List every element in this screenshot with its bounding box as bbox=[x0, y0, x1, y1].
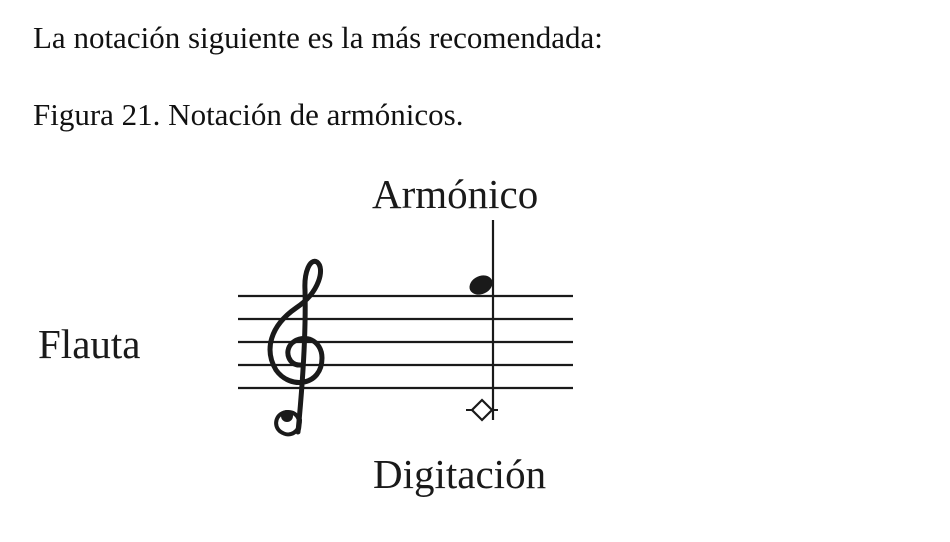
intro-text: La notación siguiente es la más recomendada: bbox=[33, 20, 603, 55]
treble-clef-icon bbox=[270, 261, 322, 434]
instrument-label: Flauta bbox=[38, 321, 141, 367]
harmonic-label: Armónico bbox=[372, 171, 539, 217]
staff bbox=[238, 296, 573, 388]
diamond-notehead-icon bbox=[472, 400, 492, 420]
figure-caption: Figura 21. Notación de armónicos. bbox=[33, 97, 464, 132]
fingering-label: Digitación bbox=[373, 451, 547, 497]
filled-notehead bbox=[466, 272, 495, 298]
